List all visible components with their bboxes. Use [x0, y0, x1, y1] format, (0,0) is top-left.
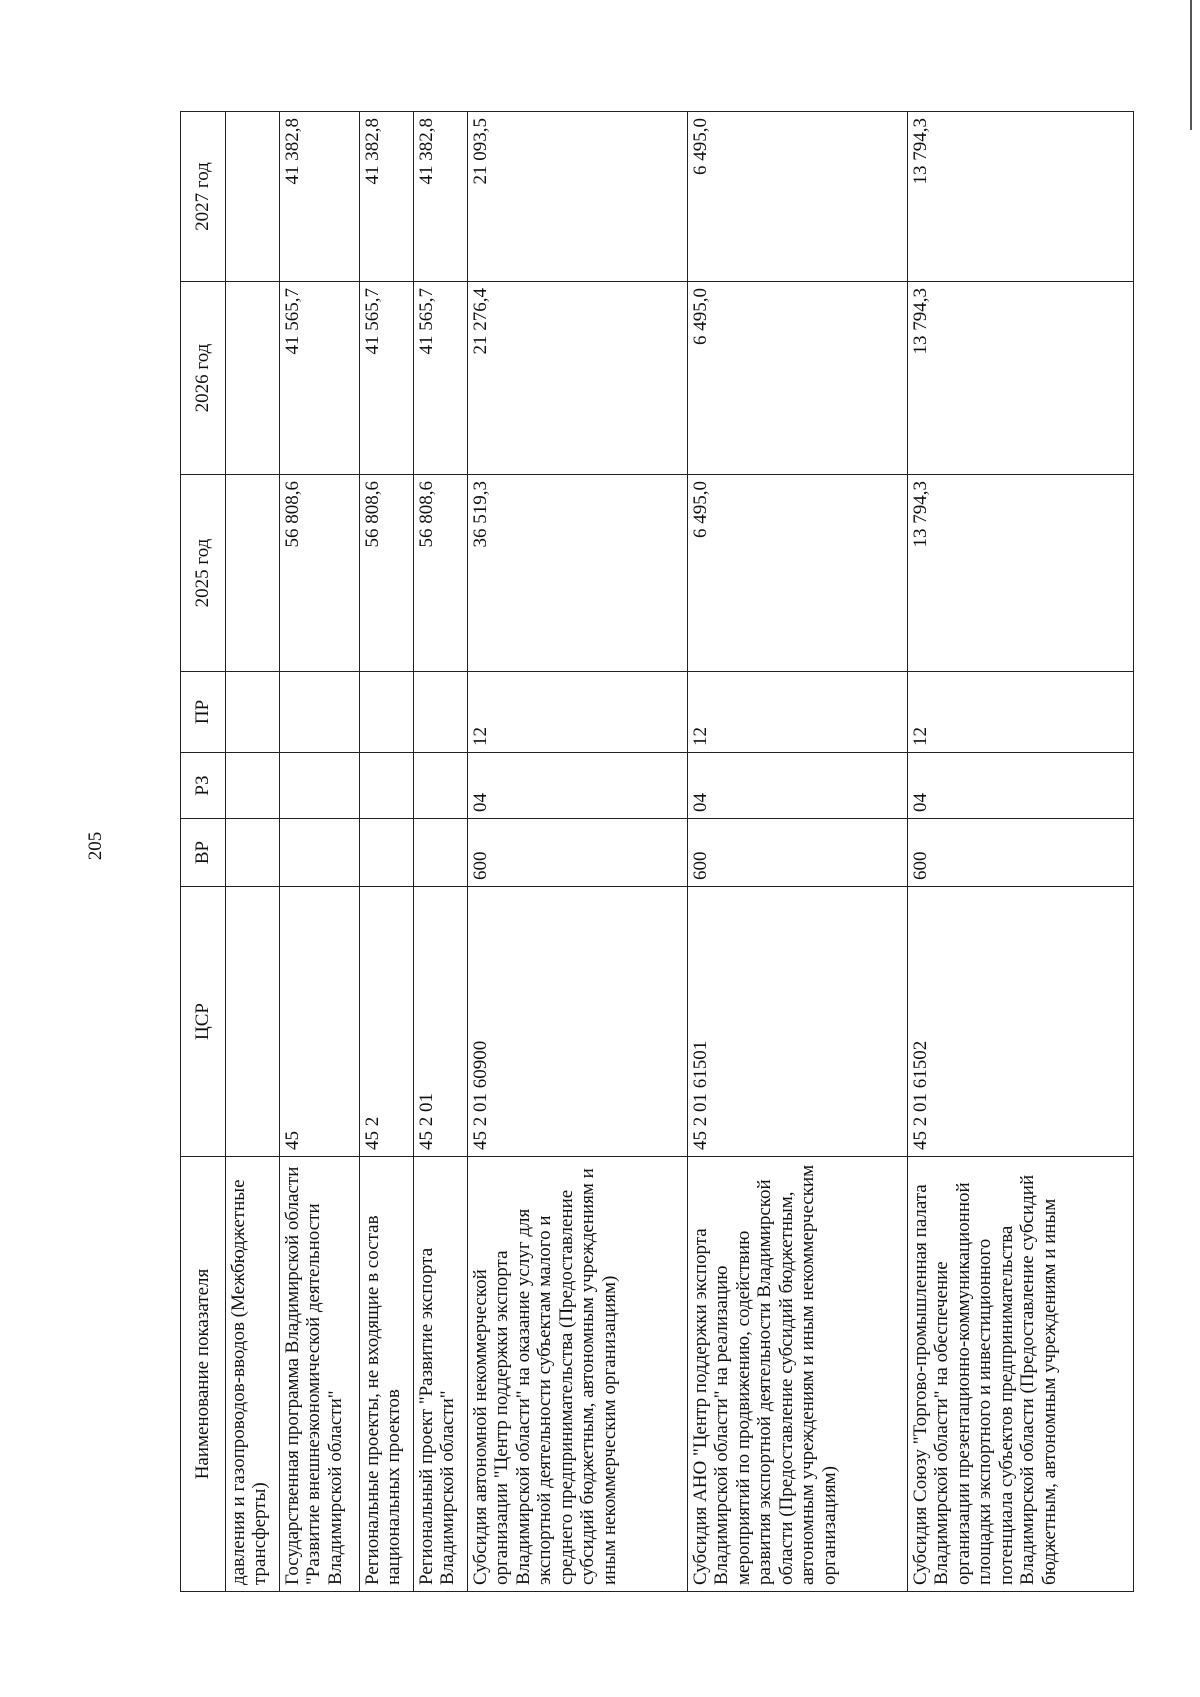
budget-table [180, 111, 1134, 1592]
header-csr: ЦСР [181, 887, 226, 1157]
row-name: Государственная программа Владимирской области "Развитие внешнеэкономической деятельности Владимирской области" [280, 1157, 360, 1592]
row-rz: 04 [688, 753, 908, 819]
row-name: Региональные проекты, не входящие в состав национальных проектов [360, 1157, 414, 1592]
row-name: Субсидия автономной некоммерческой организации "Центр поддержки экспорта Владимирской области" на оказание услуг для экспортной деятельности субъектам малого и среднего предпринимательства (Предоставление субсидий бюджетным, автономным учреждениям и иным некоммерческим организациям) [468, 1157, 688, 1592]
row-pr: 12 [908, 672, 1134, 753]
row-csr: 45 2 01 60900 [468, 887, 688, 1157]
row-2025 [226, 475, 280, 672]
row-vr [280, 819, 360, 887]
row-name: Субсидия Союзу "Торгово-промышленная палата Владимирской области" на обеспечение организации презентационно-коммуникационной площадки экспортного и инвестиционного потенциала субъектов предпринимательства Владимирской области (Предоставление субсидий бюджетным, автономным учреждениям и иным [908, 1157, 1134, 1592]
row-2027: 41 382,8 [414, 112, 468, 282]
row-2027: 21 093,5 [468, 112, 688, 282]
row-csr: 45 2 01 61501 [688, 887, 908, 1157]
row-rz [414, 753, 468, 819]
row-rz: 04 [908, 753, 1134, 819]
row-2027: 6 495,0 [688, 112, 908, 282]
table-row [280, 112, 360, 1592]
row-rz [280, 753, 360, 819]
row-csr: 45 2 01 [414, 887, 468, 1157]
row-vr: 600 [908, 819, 1134, 887]
row-name: Региональный проект "Развитие экспорта Владимирской области" [414, 1157, 468, 1592]
row-vr: 600 [468, 819, 688, 887]
table-row [360, 112, 414, 1592]
row-vr [360, 819, 414, 887]
row-vr [414, 819, 468, 887]
row-2025: 13 794,3 [908, 475, 1134, 672]
row-rz [360, 753, 414, 819]
row-2027 [226, 112, 280, 282]
row-vr [226, 819, 280, 887]
row-csr: 45 2 01 61502 [908, 887, 1134, 1157]
row-pr: 12 [468, 672, 688, 753]
row-pr [280, 672, 360, 753]
header-pr: ПР [181, 672, 226, 753]
header-row [181, 112, 226, 1592]
row-2026: 21 276,4 [468, 282, 688, 475]
row-pr: 12 [688, 672, 908, 753]
row-2025: 56 808,6 [280, 475, 360, 672]
row-pr [226, 672, 280, 753]
row-2026: 41 565,7 [360, 282, 414, 475]
row-2027: 13 794,3 [908, 112, 1134, 282]
row-2025: 56 808,6 [414, 475, 468, 672]
row-csr [226, 887, 280, 1157]
header-vr: ВР [181, 819, 226, 887]
row-2025: 6 495,0 [688, 475, 908, 672]
page-number: 205 [85, 831, 106, 861]
row-csr: 45 [280, 887, 360, 1157]
header-2026: 2026 год [181, 282, 226, 475]
row-2025: 56 808,6 [360, 475, 414, 672]
row-2027: 41 382,8 [360, 112, 414, 282]
row-2026: 13 794,3 [908, 282, 1134, 475]
row-vr: 600 [688, 819, 908, 887]
row-2025: 36 519,3 [468, 475, 688, 672]
header-2027: 2027 год [181, 112, 226, 282]
header-2025: 2025 год [181, 475, 226, 672]
margin-line [1190, 0, 1192, 130]
row-name: давления и газопроводов-вводов (Межбюджетные трансферты) [226, 1157, 280, 1592]
row-rz: 04 [468, 753, 688, 819]
table-row [414, 112, 468, 1592]
row-2026: 41 565,7 [280, 282, 360, 475]
table-row [468, 112, 688, 1592]
header-rz: РЗ [181, 753, 226, 819]
row-2026: 6 495,0 [688, 282, 908, 475]
row-csr: 45 2 [360, 887, 414, 1157]
table-row [688, 112, 908, 1592]
row-2026: 41 565,7 [414, 282, 468, 475]
row-2026 [226, 282, 280, 475]
table-row [226, 112, 280, 1592]
row-pr [360, 672, 414, 753]
row-name: Субсидия АНО "Центр поддержки экспорта Владимирской области" на реализацию мероприятий по продвижению, содействию развития экспортной деятельности Владимирской области (Предоставление субсидий бюджетным, автономным учреждениям и иным некоммерческим организациям) [688, 1157, 908, 1592]
row-rz [226, 753, 280, 819]
row-pr [414, 672, 468, 753]
header-name: Наименование показателя [181, 1157, 226, 1592]
budget-table-rotated [180, 112, 1128, 1592]
table-row [908, 112, 1134, 1592]
row-2027: 41 382,8 [280, 112, 360, 282]
